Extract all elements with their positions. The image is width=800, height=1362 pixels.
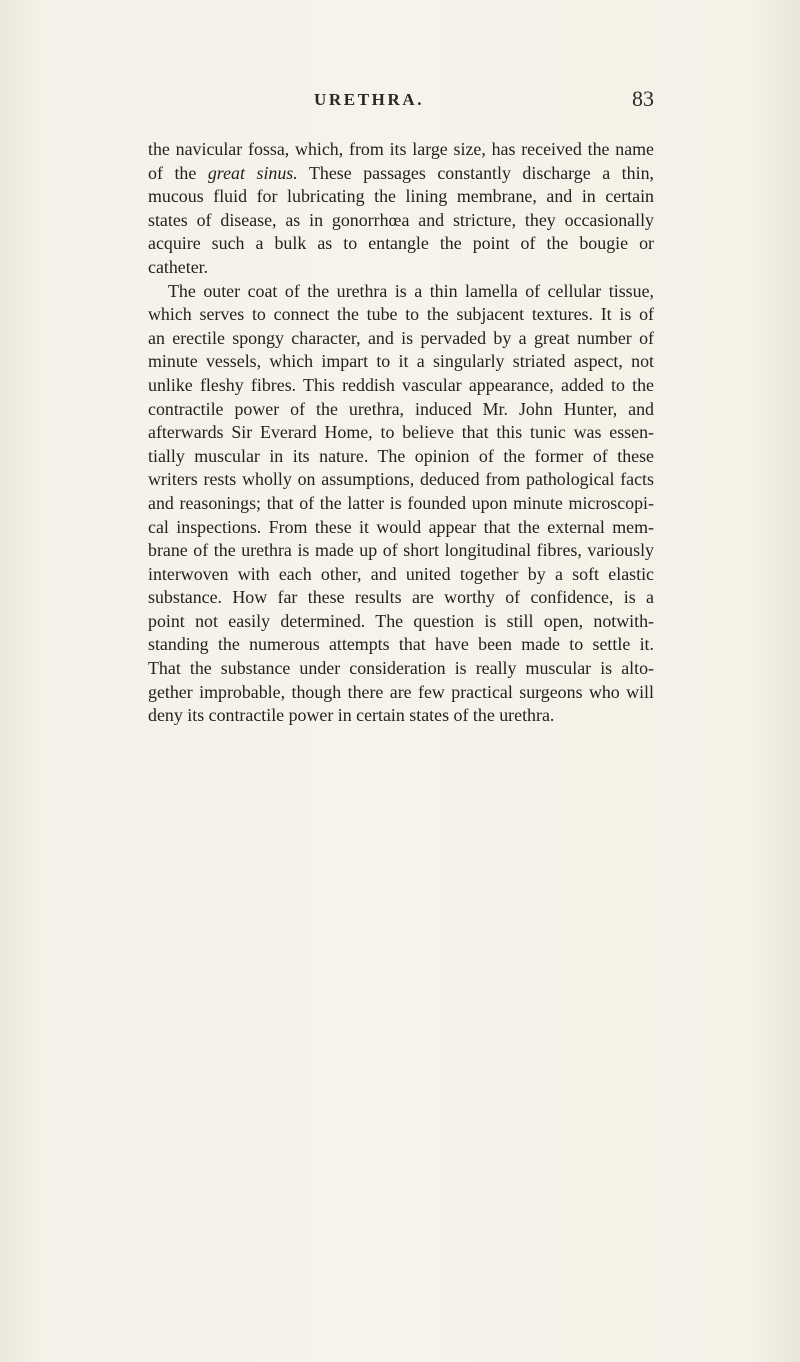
text-run: states of disease, as in gonorrhœa and stricture, they occasionally	[148, 209, 654, 230]
body-text	[148, 138, 654, 728]
text-run: brane of the urethra is made up of short longitudinal fibres, variously	[148, 540, 654, 561]
page-number: 83	[632, 86, 654, 111]
text-line	[148, 398, 654, 422]
text-run: tially muscular in its nature. The opinion of the former of these	[148, 445, 654, 466]
text-line	[148, 633, 654, 657]
text-line	[148, 657, 654, 681]
text-run: interwoven with each other, and united together by a soft elastic	[148, 563, 654, 584]
text-run: point not easily determined. The question is still open, notwith-	[148, 610, 654, 631]
text-run: and reasonings; that of the latter is founded upon minute microscopi-	[148, 492, 654, 513]
text-line	[148, 704, 654, 728]
text-line	[148, 256, 654, 280]
text-run: the navicular fossa, which, from its large size, has received the name	[148, 139, 654, 159]
text-run: minute vessels, which impart to it a singularly striated aspect, not	[148, 351, 654, 372]
text-line	[148, 162, 654, 186]
running-head	[148, 86, 654, 114]
text-line	[148, 280, 654, 304]
text-line	[148, 492, 654, 516]
text-run: These passages constantly discharge a thin,	[297, 162, 654, 183]
text-run: writers rests wholly on assumptions, deduced from pathological facts	[148, 469, 654, 490]
text-line	[148, 327, 654, 351]
text-run: unlike fleshy fibres. This reddish vascular appearance, added to the	[148, 374, 654, 395]
text-run: substance. How far these results are worthy of confidence, is a	[148, 587, 654, 608]
text-run: catheter.	[148, 256, 209, 277]
text-line	[148, 303, 654, 327]
running-title: URETHRA.	[314, 90, 425, 109]
text-line	[148, 468, 654, 492]
text-line	[148, 610, 654, 634]
text-line	[148, 681, 654, 705]
text-line	[148, 185, 654, 209]
text-run: of the	[148, 162, 208, 183]
text-run: gether improbable, though there are few practical surgeons who will	[148, 681, 654, 702]
text-run: afterwards Sir Everard Home, to believe that this tunic was essen-	[148, 422, 654, 443]
text-run: an erectile spongy character, and is pervaded by a great number of	[148, 327, 654, 348]
text-line	[148, 209, 654, 233]
text-line	[148, 374, 654, 398]
text-line	[148, 232, 654, 256]
text-line	[148, 350, 654, 374]
text-line	[148, 563, 654, 587]
text-run: cal inspections. From these it would appear that the external mem-	[148, 516, 654, 537]
text-run: acquire such a bulk as to entangle the point of the bougie or	[148, 233, 654, 254]
text-run: deny its contractile power in certain states of the urethra.	[148, 705, 555, 726]
text-run: contractile power of the urethra, induced Mr. John Hunter, and	[148, 398, 654, 419]
text-run: That the substance under consideration is really muscular is alto-	[148, 658, 654, 679]
text-line	[148, 445, 654, 469]
text-run: The outer coat of the urethra is a thin lamella of cellular tissue,	[168, 280, 654, 301]
text-run: which serves to connect the tube to the subjacent textures. It is of	[148, 304, 654, 325]
text-run: mucous fluid for lubricating the lining membrane, and in certain	[148, 186, 654, 207]
text-line	[148, 539, 654, 563]
text-run: standing the numerous attempts that have been made to settle it.	[148, 634, 654, 655]
text-line	[148, 421, 654, 445]
italic-text-run: great sinus.	[207, 162, 298, 183]
paragraph-1	[148, 138, 654, 280]
text-line	[148, 586, 654, 610]
text-line	[148, 516, 654, 540]
text-line	[148, 138, 654, 162]
paragraph-2	[148, 280, 654, 728]
